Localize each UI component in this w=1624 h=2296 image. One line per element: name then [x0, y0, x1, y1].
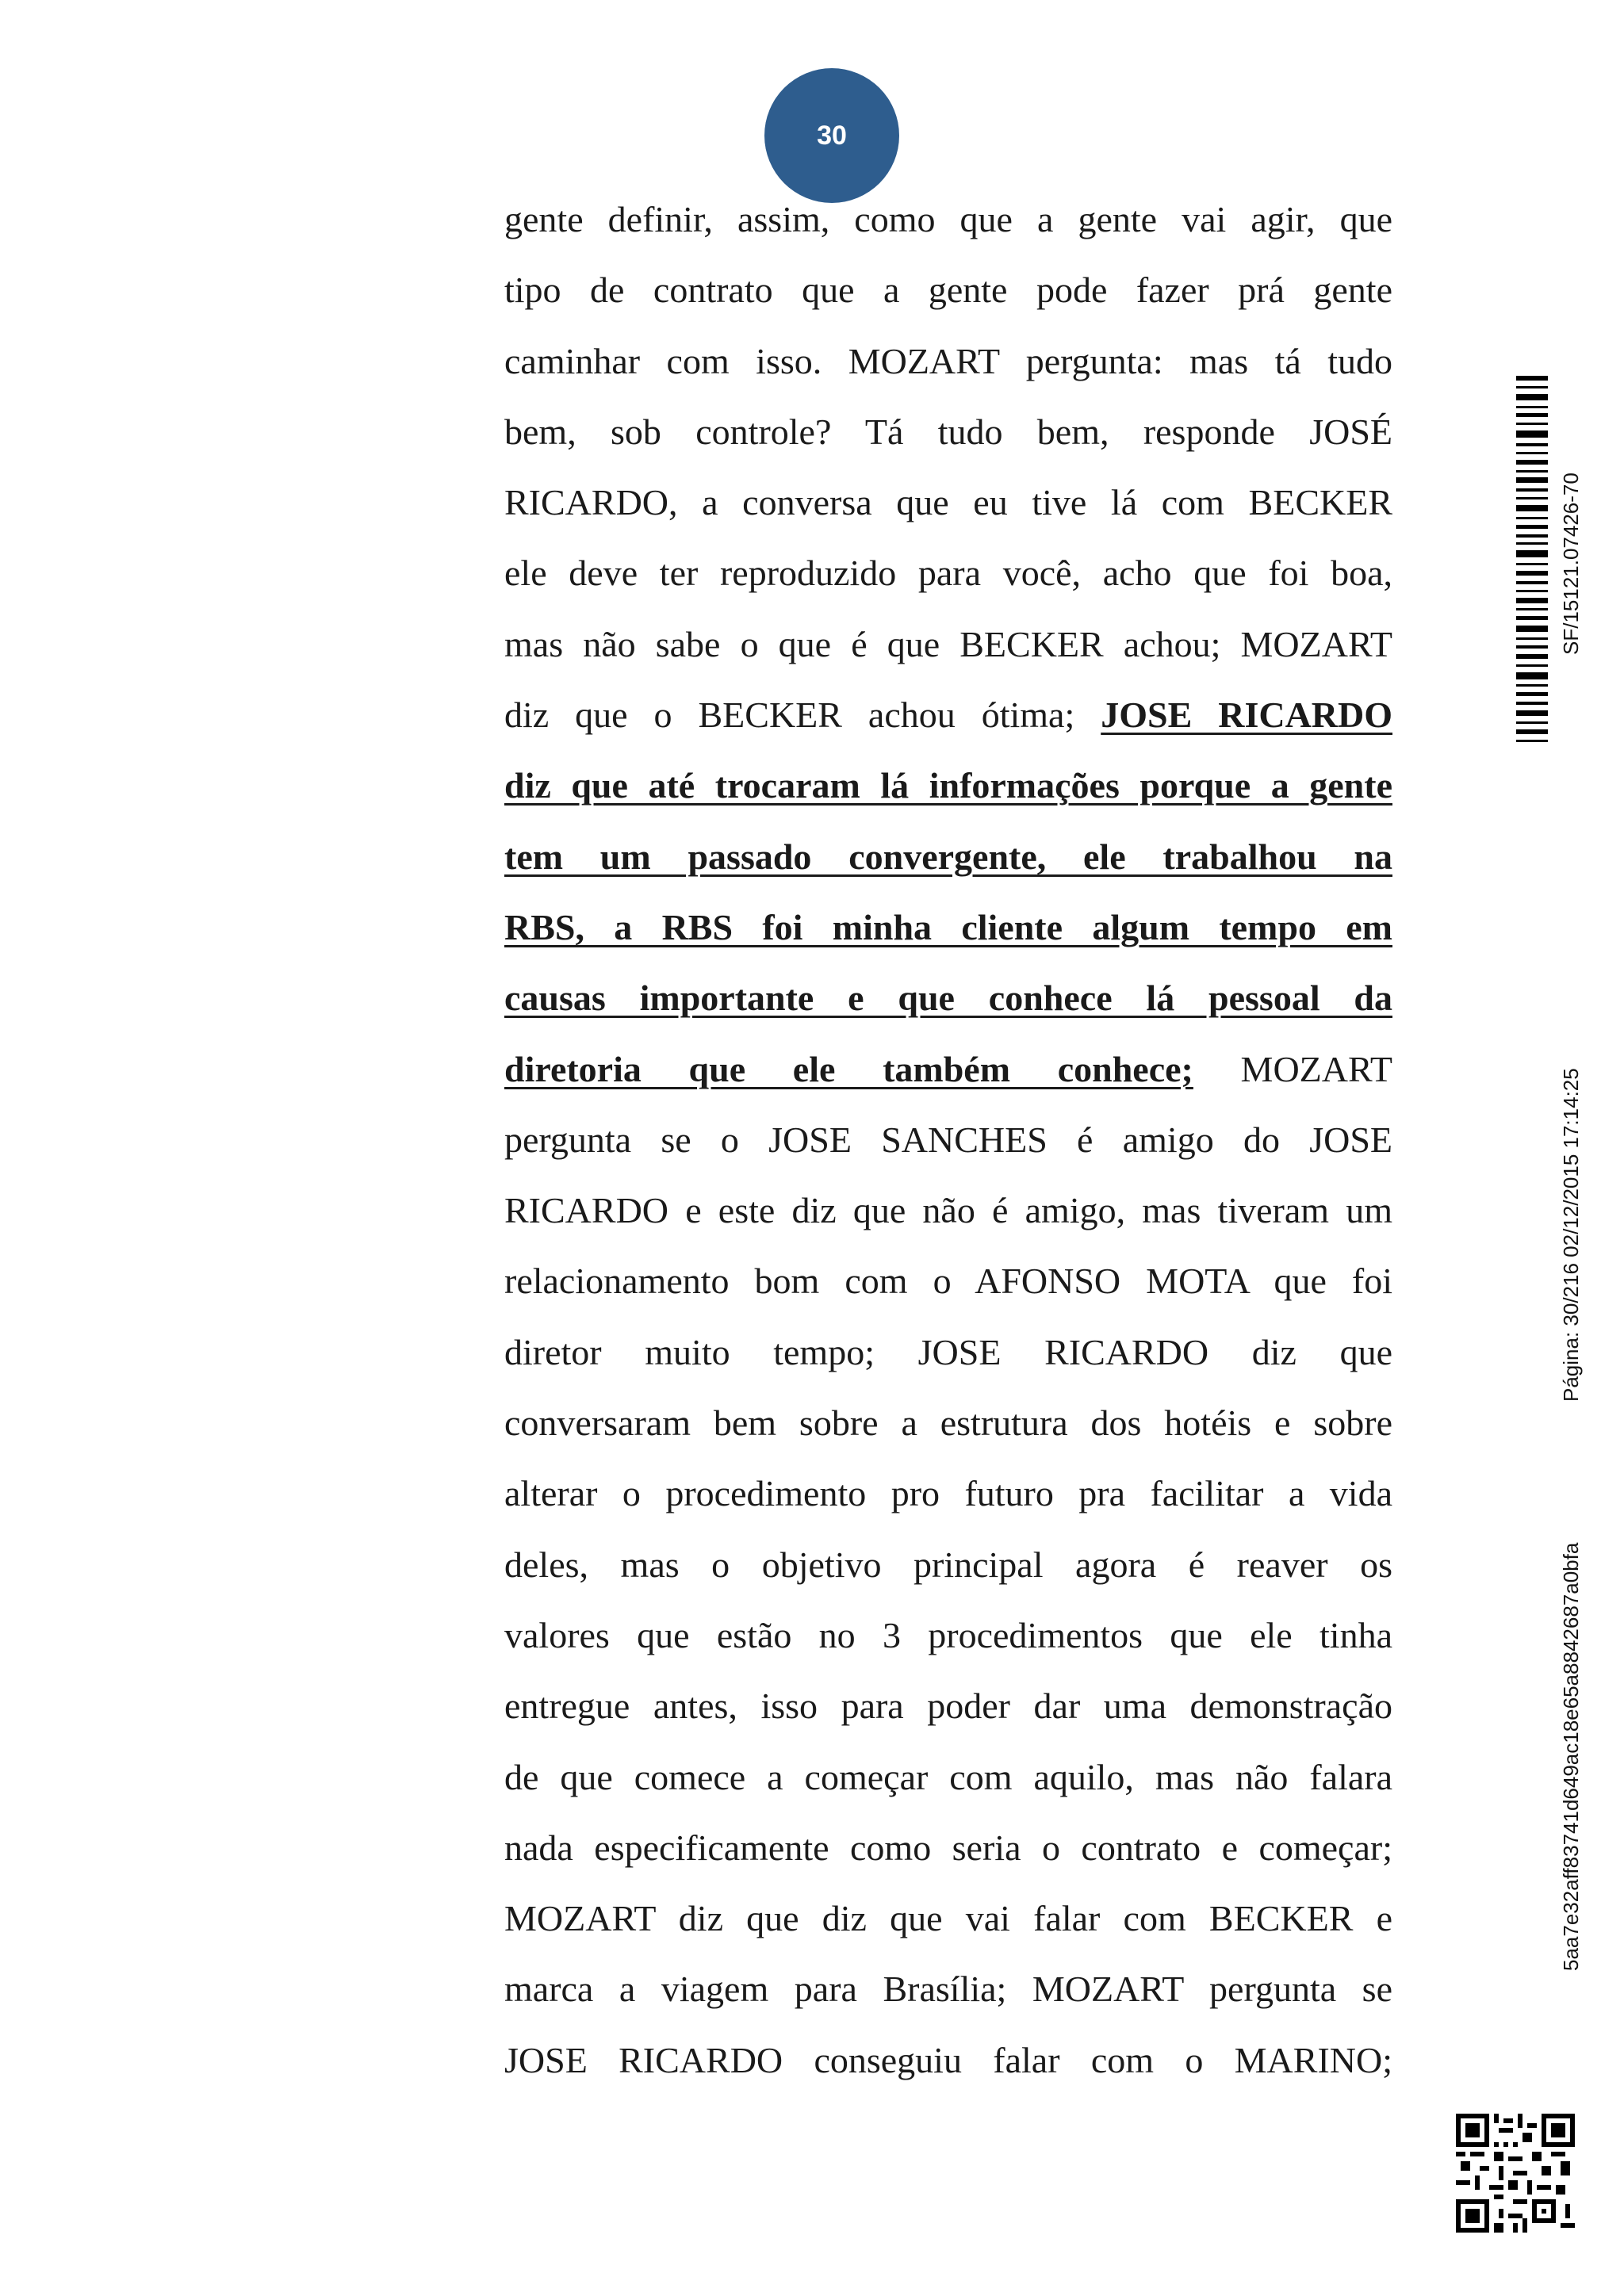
emphasized-text: JOSE RICARDO [1101, 695, 1393, 736]
text-line-mixed [504, 679, 1392, 750]
text-line: diretor muito tempo; JOSE RICARDO diz que [504, 1331, 1392, 1372]
qr-code [1456, 2114, 1575, 2233]
text-line: caminhar com isso. MOZART pergunta: mas tá tudo [504, 340, 1392, 381]
text-line: entregue antes, isso para poder dar uma demonstração [504, 1686, 1392, 1727]
text-line: alterar o procedimento pro futuro pra facilitar a vida [504, 1473, 1392, 1514]
text-line: pergunta se o JOSE SANCHES é amigo do JOSE [504, 1119, 1392, 1160]
page-number-badge [764, 68, 899, 203]
text-line: mas não sabe o que é que BECKER achou; MOZART [504, 623, 1392, 664]
text-line: marca a viagem para Brasília; MOZART pergunta se [504, 1969, 1392, 2010]
page-info-stamp: Página: 30/216 02/12/2015 17:14:25 [1559, 1068, 1583, 1402]
page-number: 30 [817, 120, 847, 151]
text-line: JOSE RICARDO conseguiu falar com o MARINO; [504, 2039, 1392, 2080]
text-line: relacionamento bom com o AFONSO MOTA que foi [504, 1261, 1392, 1302]
text-line: bem, sob controle? Tá tudo bem, responde JOSÉ [504, 411, 1392, 452]
document-hash: 5aa7e32aff83741d649ac18e65a8842687a0bfa [1559, 1542, 1583, 1971]
text-line: deles, mas o objetivo principal agora é reaver os [504, 1544, 1392, 1585]
body-text [504, 184, 1392, 2095]
barcode-code: SF/15121.07426-70 [1559, 473, 1583, 655]
text-line-mixed [504, 1034, 1392, 1104]
text-line: valores que estão no 3 procedimentos que ele tinha [504, 1614, 1392, 1655]
text-line: RICARDO, a conversa que eu tive lá com BECKER [504, 482, 1392, 523]
text-segment: diz que o BECKER achou ótima; [504, 695, 1075, 736]
text-line: RICARDO e este diz que não é amigo, mas tiveram um [504, 1190, 1392, 1231]
text-line: gente definir, assim, como que a gente vai agir, que [504, 199, 1392, 239]
text-line: tipo de contrato que a gente pode fazer prá gente [504, 270, 1392, 311]
text-line: ele deve ter reproduzido para você, acho que foi boa, [504, 553, 1392, 594]
text-line: conversaram bem sobre a estrutura dos hotéis e sobre [504, 1402, 1392, 1444]
emphasized-text: diretoria que ele também conhece; [504, 1048, 1193, 1089]
emphasized-line: RBS, a RBS foi minha cliente algum tempo em [504, 906, 1392, 947]
emphasized-line: causas importante e que conhece lá pessoal da [504, 978, 1392, 1019]
barcode [1516, 376, 1548, 742]
text-line: de que comece a começar com aquilo, mas não falara [504, 1756, 1392, 1797]
emphasized-line: tem um passado convergente, ele trabalhou na [504, 836, 1392, 877]
text-segment: MOZART [1240, 1048, 1393, 1089]
text-line: MOZART diz que diz que vai falar com BECKER e [504, 1898, 1392, 1939]
emphasized-line: diz que até trocaram lá informações porque a gente [504, 765, 1392, 806]
text-line: nada especificamente como seria o contrato e começar; [504, 1827, 1392, 1868]
